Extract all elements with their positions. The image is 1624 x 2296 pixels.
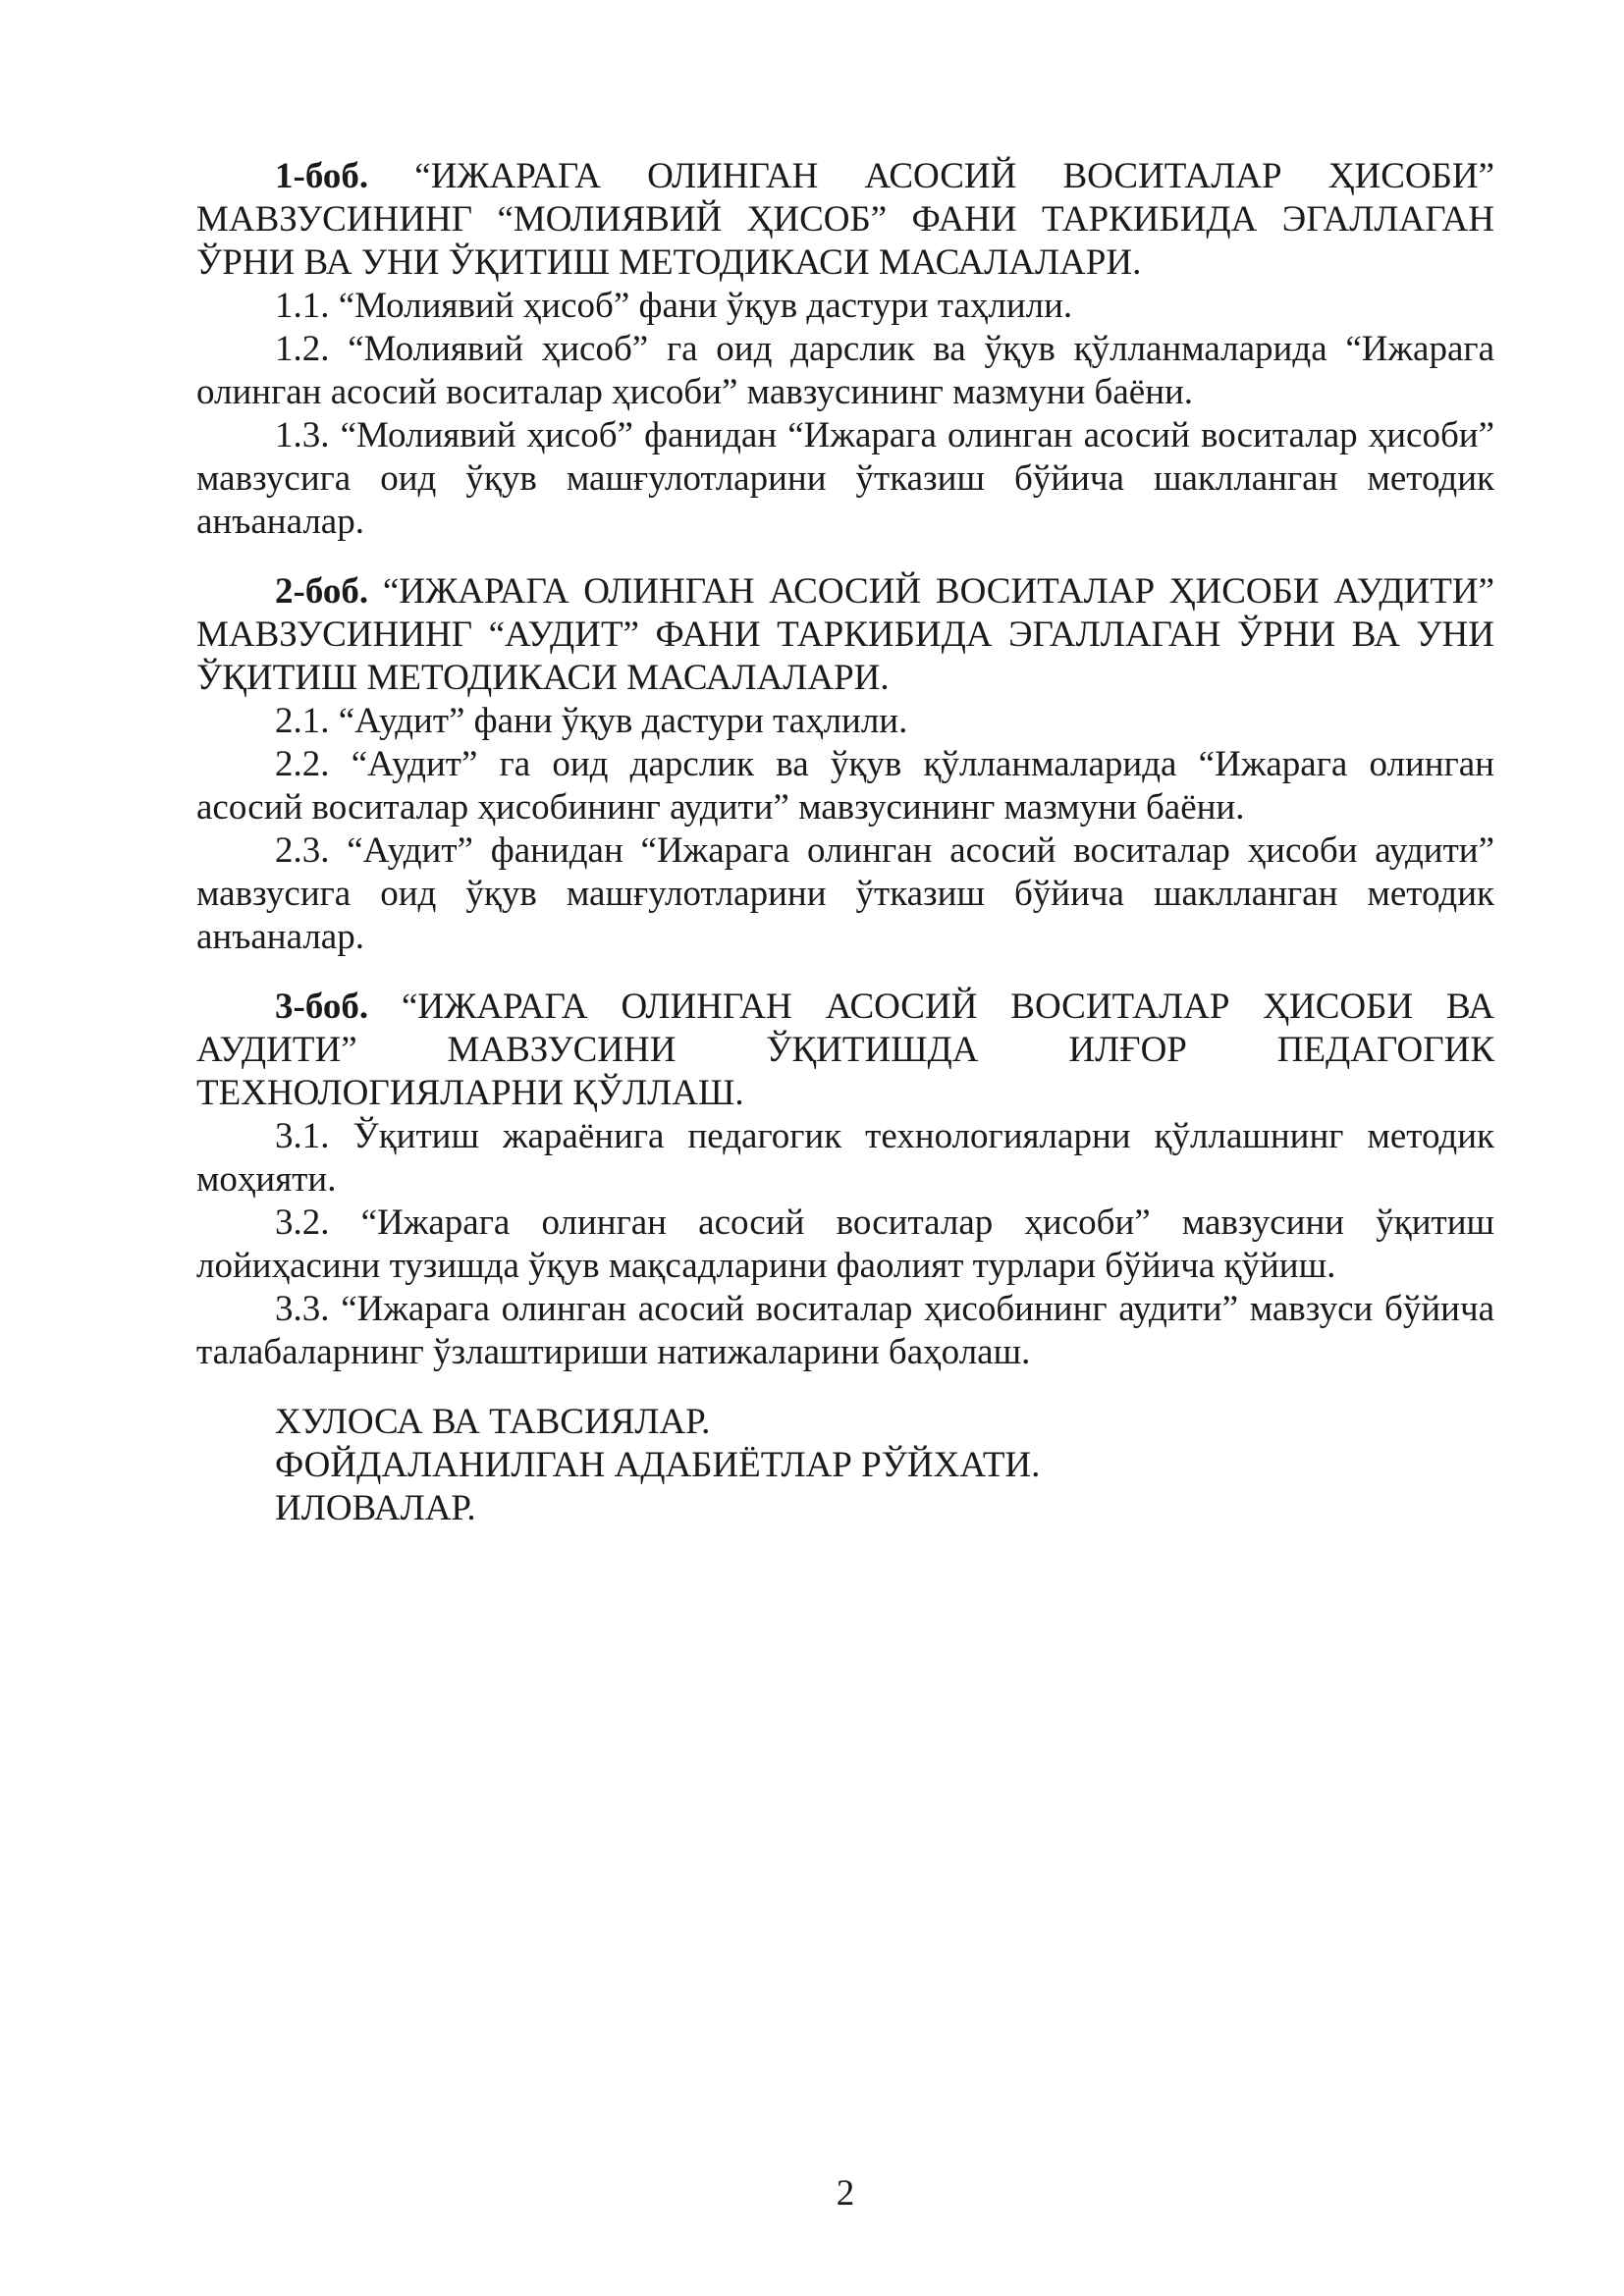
conclusions-entry: ХУЛОСА ВА ТАВСИЯЛАР. [275,1402,711,1442]
section-1-2: 1.2. “Молиявий ҳисоб” га оид дарслик ва ўқув қўлланмаларида “Ижарага олинган асосий воситалар ҳисоби” мавзусининг мазмуни баёни. [196,329,1494,412]
chapter-2 [196,570,1494,959]
chapter-label: 3-боб. [275,987,369,1027]
references-entry: ФОЙДАЛАНИЛГАН АДАБИЁТЛАР РЎЙХАТИ. [275,1445,1041,1485]
appendices-entry: ИЛОВАЛАР. [275,1488,476,1528]
section-2-1: 2.1. “Аудит” фани ўқув дастури таҳлили. [275,701,908,741]
closing-sections [196,1401,1494,1530]
section-1-3: 1.3. “Молиявий ҳисоб” фанидан “Ижарага олинган асосий воситалар ҳисоби” мавзусига оид ўқув машғулотларини ўтказиш бўйича шаклланган методик анъаналар. [196,415,1494,542]
chapter-label: 2-боб. [275,571,369,612]
section-2-2: 2.2. “Аудит” га оид дарслик ва ўқув қўлланмаларида “Ижарага олинган асосий воситалар ҳисобининг аудити” мавзусининг мазмуни баёни. [196,744,1494,828]
chapter-heading [196,986,1494,1115]
chapter-heading [196,155,1494,285]
section-3-2: 3.2. “Ижарага олинган асосий воситалар ҳисоби” мавзусини ўқитиш лойиҳасини тузишда ўқув мақсадларини фаолият турлари бўйича қўйиш. [196,1202,1494,1286]
chapter-title: “ИЖАРАГА ОЛИНГАН АСОСИЙ ВОСИТАЛАР ҲИСОБИ ВА АУДИТИ” МАВЗУСИНИ ЎҚИТИШДА ИЛҒОР ПЕДАГОГИК ТЕХНОЛОГИЯЛАРНИ ҚЎЛЛАШ. [196,987,1495,1113]
chapter-label: 1-боб. [275,156,369,196]
chapter-1 [196,155,1494,544]
page-number: 2 [836,2173,855,2214]
chapter-title: “ИЖАРАГА ОЛИНГАН АСОСИЙ ВОСИТАЛАР ҲИСОБИ” МАВЗУСИНИНГ “МОЛИЯВИЙ ҲИСОБ” ФАНИ ТАРКИБИДА ЭГАЛЛАГАН ЎРНИ ВА УНИ ЎҚИТИШ МЕТОДИКАСИ МАСАЛАЛАРИ. [196,156,1494,283]
section-3-3: 3.3. “Ижарага олинган асосий воситалар ҳисобининг аудити” мавзуси бўйича талабаларнинг ўзлаштириши натижаларини баҳолаш. [196,1289,1494,1372]
section-2-3: 2.3. “Аудит” фанидан “Ижарага олинган асосий воситалар ҳисоби аудити” мавзусига оид ўқув машғулотларини ўтказиш бўйича шаклланган методик анъаналар. [196,830,1494,957]
table-of-contents [196,155,1494,1530]
chapter-3 [196,986,1494,1374]
section-3-1: 3.1. Ўқитиш жараёнига педагогик технологияларни қўллашнинг методик моҳияти. [196,1116,1494,1200]
section-1-1: 1.1. “Молиявий ҳисоб” фани ўқув дастури таҳлили. [275,286,1073,326]
chapter-title: “ИЖАРАГА ОЛИНГАН АСОСИЙ ВОСИТАЛАР ҲИСОБИ АУДИТИ” МАВЗУСИНИНГ “АУДИТ” ФАНИ ТАРКИБИДА ЭГАЛЛАГАН ЎРНИ ВА УНИ ЎҚИТИШ МЕТОДИКАСИ МАСАЛАЛАРИ. [196,571,1495,698]
chapter-heading [196,570,1494,700]
